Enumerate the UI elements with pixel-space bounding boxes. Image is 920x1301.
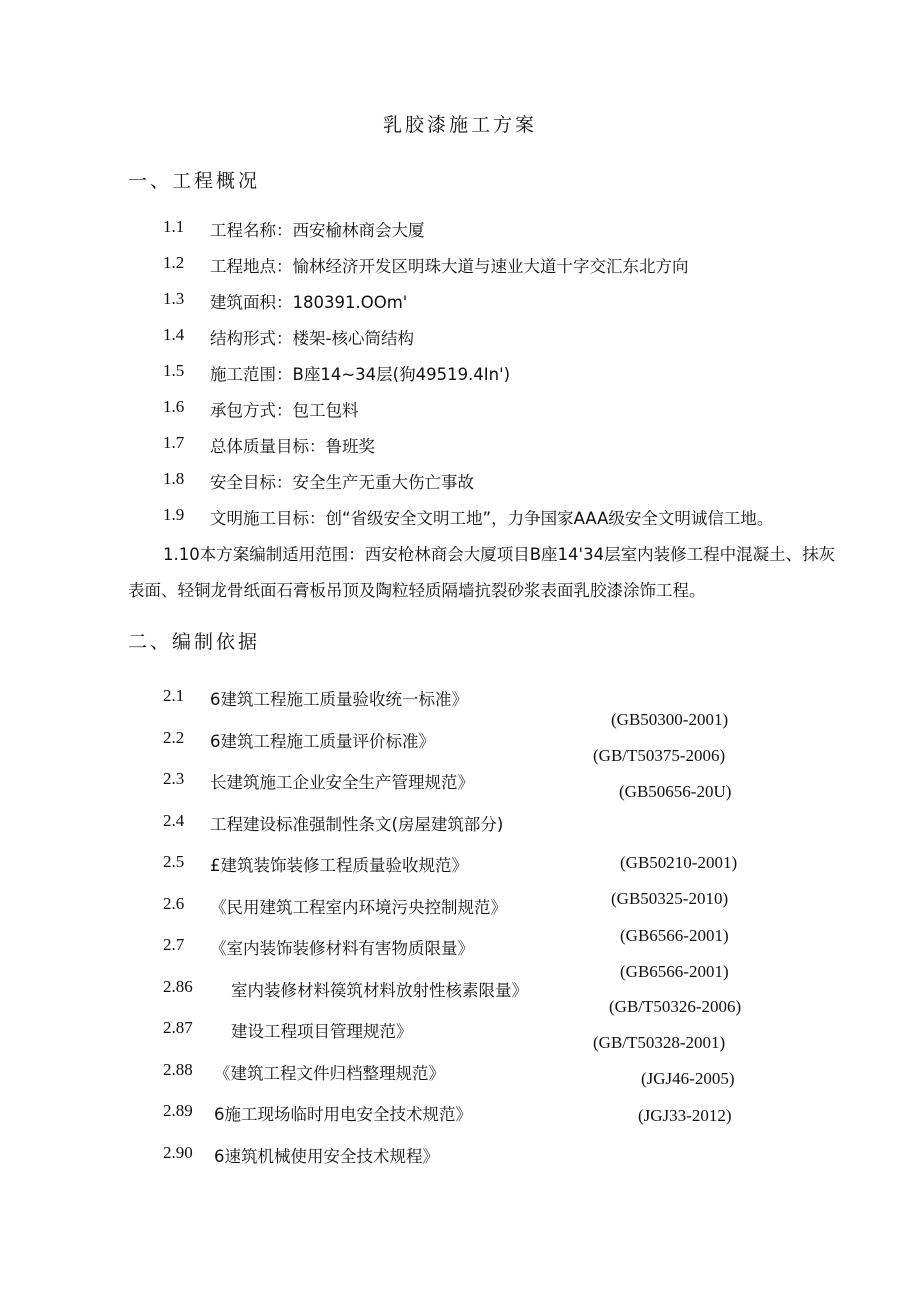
item-number: 2.7 (163, 935, 185, 954)
item-text: 室内装修材料篌筑材料放射性核素限量》 (231, 981, 528, 1000)
item-number: 2.2 (163, 728, 185, 747)
item-number: 1.1 (163, 217, 185, 236)
document-title: 乳胶漆施工方案 (382, 114, 537, 136)
item-text: 安全目标：安全生产无重大伤亡事故 (210, 473, 474, 492)
item-text: 施工范围：B座14~34层(狗49519.4In') (210, 365, 511, 384)
scope-paragraph-line1: 1.10本方案编制适用范围：西安枪林商会大厦项目B座14'34层室内装修工程中混凝土、抹灰 (163, 545, 836, 564)
item-number: 1.9 (163, 505, 185, 524)
item-number: 1.3 (163, 289, 185, 308)
item-number: 2.89 (163, 1101, 193, 1120)
item-text: 建筑面积：180391.OOm' (210, 293, 408, 312)
item-text: 总体质量目标：鲁班奖 (210, 437, 375, 456)
standard-code: (GB/T50375-2006) (593, 746, 726, 765)
item-text: 《民用建筑工程室内环境污央控制规范》 (210, 898, 507, 917)
standard-code: (GB6566-2001) (620, 926, 729, 945)
standard-code: (GB/T50326-2006) (609, 997, 742, 1016)
item-text: 工程地点：愉林经济开发区明珠大道与速业大道十字交汇东北方向 (210, 257, 689, 276)
item-number: 2.3 (163, 769, 185, 788)
item-text: 《建筑工程文件归档整理规范》 (214, 1064, 445, 1083)
item-number: 1.8 (163, 469, 185, 488)
item-number: 1.2 (163, 253, 185, 272)
item-number: 2.5 (163, 852, 185, 871)
item-text: 《室内装饰装修材料有害物质限量》 (210, 939, 474, 958)
item-text: 工程名称：西安榆林商会大厦 (210, 221, 425, 240)
item-number: 2.88 (163, 1060, 193, 1079)
item-text: 文明施工目标：创“省级安全文明工地”，力争国家AAA级安全文明诚信工地。 (210, 509, 774, 528)
item-text: 6建筑工程施工质量验收统一标准》 (210, 690, 468, 709)
standard-code: (GB50300-2001) (611, 710, 729, 729)
item-text: 6施工现场临时用电安全技术规范》 (214, 1105, 472, 1124)
item-text: 承包方式：包工包料 (210, 401, 359, 420)
item-text: 6速筑机械使用安全技术规程》 (214, 1147, 439, 1166)
item-text: 6建筑工程施工质量评价标准》 (210, 732, 435, 751)
section-heading-basis: 二、编制依据 (128, 631, 261, 653)
item-number: 2.90 (163, 1143, 193, 1162)
item-text: 结构形式：楼架-核心筒结构 (210, 329, 414, 348)
scope-paragraph-line2: 表面、轻铜龙骨纸面石膏板吊顶及陶粒轻质隔墙抗裂砂浆表面乳胶漆涂饰工程。 (128, 581, 706, 600)
item-number: 2.87 (163, 1018, 193, 1037)
standard-code: (GB50656-20U) (619, 782, 732, 801)
item-number: 1.6 (163, 397, 185, 416)
item-number: 2.1 (163, 686, 185, 705)
item-number: 1.5 (163, 361, 185, 380)
standard-code: (GB50210-2001) (620, 853, 738, 872)
standard-code: (GB6566-2001) (620, 962, 729, 981)
standard-code: (GB50325-2010) (611, 889, 729, 908)
standard-code: (GB/T50328-2001) (593, 1033, 726, 1052)
item-text: 建设工程项目管理规范》 (231, 1022, 413, 1041)
standard-code: (JGJ33-2012) (638, 1106, 732, 1125)
item-text: 长建筑施工企业安全生产管理规范》 (210, 773, 474, 792)
item-text: £建筑装饰装修工程质量验收规范》 (210, 856, 468, 875)
item-number: 2.4 (163, 811, 185, 830)
section-heading-overview: 一、工程概况 (128, 170, 261, 192)
item-number: 2.6 (163, 894, 185, 913)
item-number: 1.4 (163, 325, 185, 344)
standard-code: (JGJ46-2005) (641, 1069, 735, 1088)
item-number: 1.7 (163, 433, 185, 452)
item-number: 2.86 (163, 977, 193, 996)
item-text: 工程建设标准强制性条文(房屋建筑部分) (210, 815, 504, 834)
